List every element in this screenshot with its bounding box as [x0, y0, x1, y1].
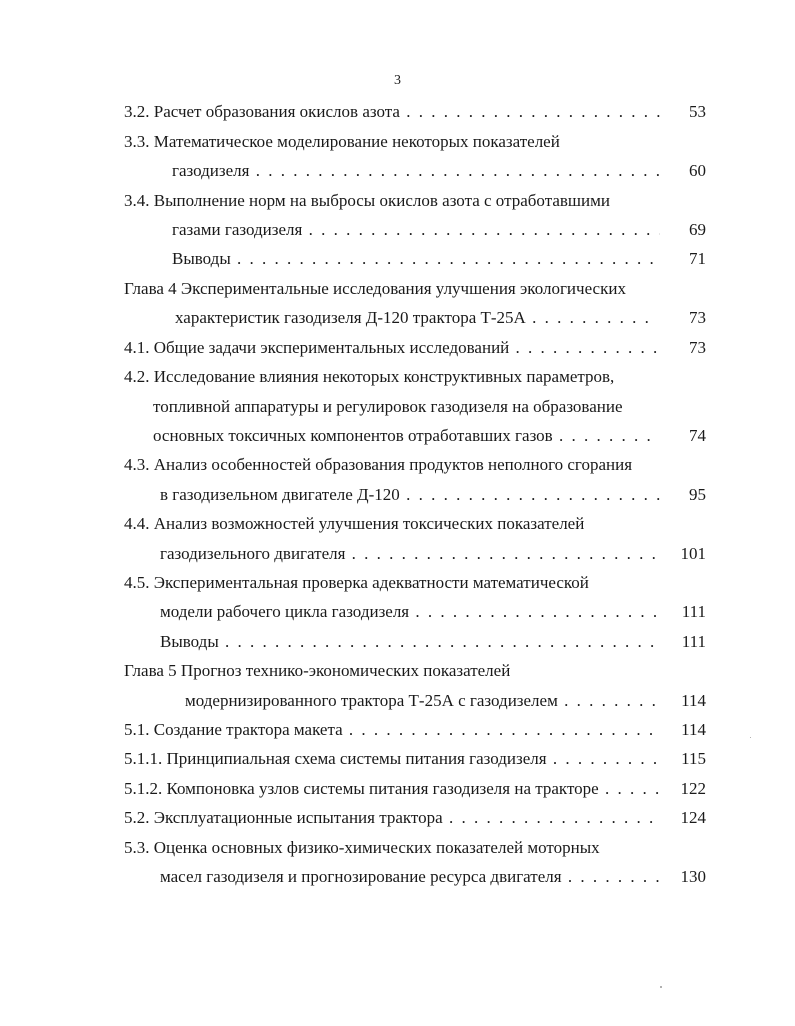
toc-entry	[124, 277, 626, 301]
toc-entry	[160, 600, 660, 624]
toc-entry-title: газодизеля . . .	[172, 159, 660, 183]
scan-speck	[660, 986, 662, 988]
toc-entry	[124, 836, 600, 860]
toc-entry-title: 3.3. Математическое моделирование некоторых показателей	[124, 132, 560, 151]
toc-entry	[172, 247, 660, 271]
toc-page-number: 115	[681, 749, 706, 768]
toc-entry-title: 5.1. Создание трактора макета . . .	[124, 718, 660, 742]
toc-page-number: 73	[689, 338, 706, 357]
toc-entry-title: 5.1.2. Компоновка узлов системы питания газодизеля на тракторе . . .	[124, 777, 660, 801]
toc-entry-title: 5.3. Оценка основных физико-химических показателей моторных	[124, 838, 600, 857]
toc-entry	[124, 806, 660, 830]
toc-entry	[124, 130, 560, 154]
toc-entry-title: характеристик газодизеля Д-120 трактора Т-25А . . .	[175, 306, 648, 330]
toc-entry-title: Выводы . . .	[160, 630, 660, 654]
toc-entry	[172, 218, 660, 242]
toc-entry	[153, 395, 623, 419]
toc-entry-title: масел газодизеля и прогнозирование ресурса двигателя . . .	[160, 865, 660, 889]
toc-entry-title: основных токсичных компонентов отработавших газов . . .	[153, 424, 660, 448]
toc-page-number: 111	[681, 602, 706, 621]
toc-entry-title: 5.1.1. Принципиальная схема системы питания газодизеля . . .	[124, 747, 660, 771]
toc-entry	[124, 571, 589, 595]
toc-entry-title: 5.2. Эксплуатационные испытания трактора . . .	[124, 806, 660, 830]
toc-entry	[124, 777, 660, 801]
toc-entry	[175, 306, 648, 330]
toc-entry	[160, 542, 660, 566]
toc-page-number: 71	[689, 249, 706, 268]
toc-entry-title: модели рабочего цикла газодизеля . . .	[160, 600, 660, 624]
toc-page-number: 60	[689, 161, 706, 180]
toc-entry	[124, 365, 614, 389]
toc-page-number: 73	[689, 308, 706, 327]
toc-entry-title: в газодизельном двигателе Д-120 . . .	[160, 483, 660, 507]
toc-page-number: 122	[680, 779, 706, 798]
toc-entry	[172, 159, 660, 183]
toc-entry-title: Глава 5 Прогноз технико-экономических показателей	[124, 661, 511, 680]
toc-entry	[185, 689, 660, 713]
toc-page-number: 114	[681, 691, 706, 710]
toc-entry	[124, 718, 660, 742]
toc-page-number: 101	[680, 544, 706, 563]
toc-entry-title: Выводы . . .	[172, 247, 660, 271]
toc-page-number: 69	[689, 220, 706, 239]
toc-entry-title: газами газодизеля . . .	[172, 218, 660, 242]
scan-speck	[750, 737, 751, 738]
toc-entry	[124, 512, 584, 536]
toc-page-number: 53	[689, 102, 706, 121]
toc-entry-title: газодизельного двигателя . . .	[160, 542, 660, 566]
toc-entry	[124, 189, 610, 213]
toc-entry-title: 4.3. Анализ особенностей образования продуктов неполного сгорания	[124, 455, 633, 474]
toc-entry	[124, 453, 632, 477]
toc-entry-title: 4.5. Экспериментальная проверка адекватности математической	[124, 573, 589, 592]
toc-entry	[124, 659, 510, 683]
toc-page-number: 95	[689, 485, 706, 504]
toc-entry-title: 3.2. Расчет образования окислов азота . . .	[124, 100, 660, 124]
toc-entry	[160, 865, 660, 889]
toc-entry-title: топливной аппаратуры и регулировок газодизеля на образование	[153, 397, 623, 416]
toc-entry	[124, 336, 660, 360]
toc-entry	[160, 483, 660, 507]
toc-entry-title: Глава 4 Экспериментальные исследования улучшения экологических	[124, 279, 626, 298]
toc-entry-title: 3.4. Выполнение норм на выбросы окислов азота с отработавшими	[124, 191, 610, 210]
toc-entry	[153, 424, 660, 448]
toc-entry	[160, 630, 660, 654]
toc-page-number: 124	[680, 808, 706, 827]
toc-page-number: 111	[681, 632, 706, 651]
toc-page-number: 74	[689, 426, 706, 445]
toc-entry	[124, 100, 660, 124]
toc-entry	[124, 747, 660, 771]
toc-entry-title: 4.1. Общие задачи экспериментальных исследований . . .	[124, 336, 660, 360]
toc-page-number: 130	[680, 867, 706, 886]
page-number: 3	[394, 73, 401, 88]
toc-entry-title: 4.4. Анализ возможностей улучшения токсических показателей	[124, 514, 585, 533]
toc-entry-title: 4.2. Исследование влияния некоторых конструктивных параметров,	[124, 367, 615, 386]
toc-entry-title: модернизированного трактора Т-25А с газодизелем . . .	[185, 689, 660, 713]
toc-page-number: 114	[681, 720, 706, 739]
